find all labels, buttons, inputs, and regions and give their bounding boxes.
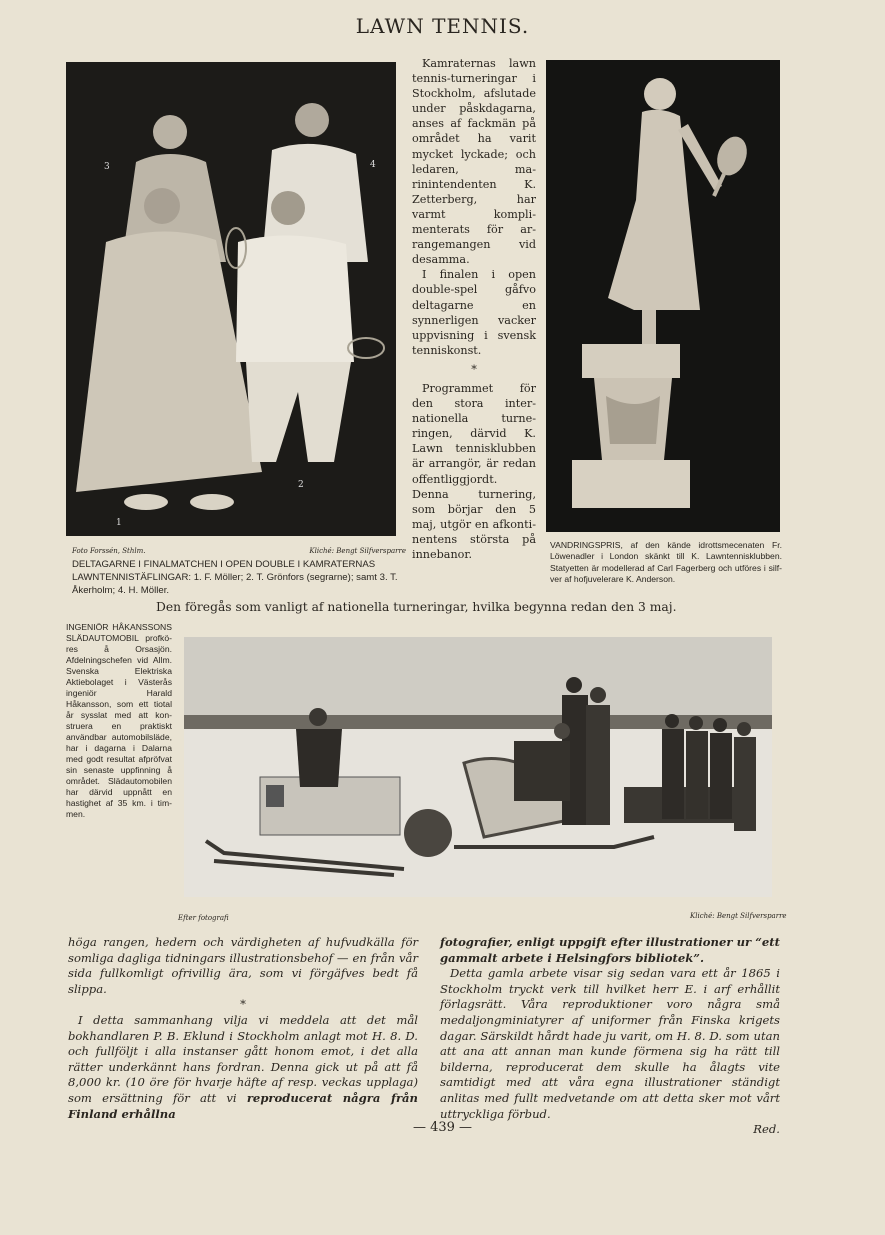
bottom-paragraph-bold: reproducerat några från Finland erhållna (68, 1090, 418, 1121)
sled-photo (184, 637, 772, 897)
bottom-paragraph: Detta gamla arbete visar sig sedan vara ett år 1865 i Stockholm tryckt verk till hvilket herr E. i arf erhållit förlagsrätt. Våra reproduktioner voro några små medaljongminiatyrer af uniformer från Finska krigets dagar. Särskildt hårdt hade ju varit, om H. 8. D. som utan att ana att annan man kunde förmena sig ha rätt till bilderna, reproducerat dem skulle ha ålagts vite samtidigt med att våra egna illustrationer ständigt anlitas med fullt medvetande om att detta sker mot vårt uttryckliga förbud. (440, 966, 780, 1121)
bottom-paragraph: höga rangen, hedern och värdigheten af hufvudkälla för somliga dagliga tidningars illustrationsbehof — en från vår sida fullkomligt ofrivillig ära, som vi förgäfves bedt få slippa. (68, 935, 418, 996)
player-number-2: 2 (298, 480, 304, 490)
player-number-4: 4 (370, 160, 376, 170)
player-number-1: 1 (116, 518, 122, 528)
bottom-right-column (440, 935, 780, 1138)
players-photo (66, 62, 396, 536)
statue-photo (546, 60, 780, 532)
bottom-paragraph (68, 1013, 418, 1122)
running-head: LAWN TENNIS. (355, 14, 530, 38)
sled-photo-credit: Efter fotografi (178, 914, 229, 922)
bottom-paragraph-text: I detta sammanhang vilja vi meddela att det mål bokhandlaren P. B. Eklund i Stockholm anlagt mot H. 8. D. och fullföljt i alla instanser gått honom emot, i det alla rätter underkännt hans fordran. Denna gick ut på att få 8,000 kr. (10 öre för hvarje häfte af resp. veckas upplaga) som ersättning för att vi (68, 1012, 418, 1105)
cliche-credit: Kliché: Bengt Silfversparre (309, 547, 406, 555)
sled-cliche-credit: Kliché: Bengt Silfversparre (690, 912, 787, 920)
player-number-3: 3 (104, 162, 110, 172)
bottom-left-column (68, 935, 418, 1122)
section-asterisk: * (471, 362, 477, 376)
article-paragraph: Programmet för den stora internationella turneringen, därvid K. Lawn tennisklubben är arrangör, är redan offentliggjordt. Denna turnering, som börjar den 5 maj, utgör en afkontinentens största på innebanor. (412, 381, 536, 561)
players-caption: DELTAGARNE I FINALMATCHEN I OPEN DOUBLE I KAMRATERNAS LAWNTENNISTÄFLINGAR: 1. F. Möller; 2. T. Grönfors (segrarne); samt 3. T. Åkerholm; 4. H. Möller. (72, 559, 398, 596)
article-paragraph: I finalen i open double-spel gåfvo deltagarne en synnerligen vacker uppvisning i svensk tenniskonst. (412, 268, 536, 357)
photo-credit: Foto Forssén, Sthlm. (72, 547, 146, 555)
statue-caption: VANDRINGSPRIS, af den kände idrottsmecenaten Fr. Löwenadler i London skänkt till K. Lawntennisklubben. Statyetten är modellerad af Carl Fagerberg och utföres i silfver af hofjuvelerare K. Anderson. (550, 540, 782, 585)
players-caption-block (72, 545, 406, 597)
full-width-line: Den föregås som vanligt af nationella turneringar, hvilka begynna redan den 3 maj. (156, 600, 677, 614)
page-number: — 439 — (412, 1120, 473, 1135)
sled-caption: INGENIÖR HÅKANSSONS SLÄDAUTOMOBIL profköres å Orsasjön. Afdelningschefen vid Allm. Svenska Elektriska Aktiebolaget i Västerås ingeniör Harald Håkansson, som ett tiotal år sysslat med att konstruera en praktiskt användbar automobilsläde, har i dagarna i Dalarna med godt resultat afpröfvat sin senaste uppfinning å området. Slädautomobilen har därvid uppnått en hastighet af 35 km. i timmen. (66, 622, 172, 819)
tennis-article-column (412, 56, 536, 562)
section-asterisk: * (240, 997, 246, 1012)
bottom-lead-bold: fotografier, enligt uppgift efter illustrationer ur “ett gammalt arbete i Helsingfors bibliotek”. (440, 935, 780, 965)
signature: Red. (753, 1122, 780, 1137)
article-paragraph: Kamraternas lawn tennis-turneringar i Stockholm, afslutade under påskdagarna, anses af fackmän på området ha varit mycket lyckade; och ledaren, marinintendenten K. Zetterberg, har varmt komplimenterats för arrangemangen vid desamma. (412, 57, 536, 267)
